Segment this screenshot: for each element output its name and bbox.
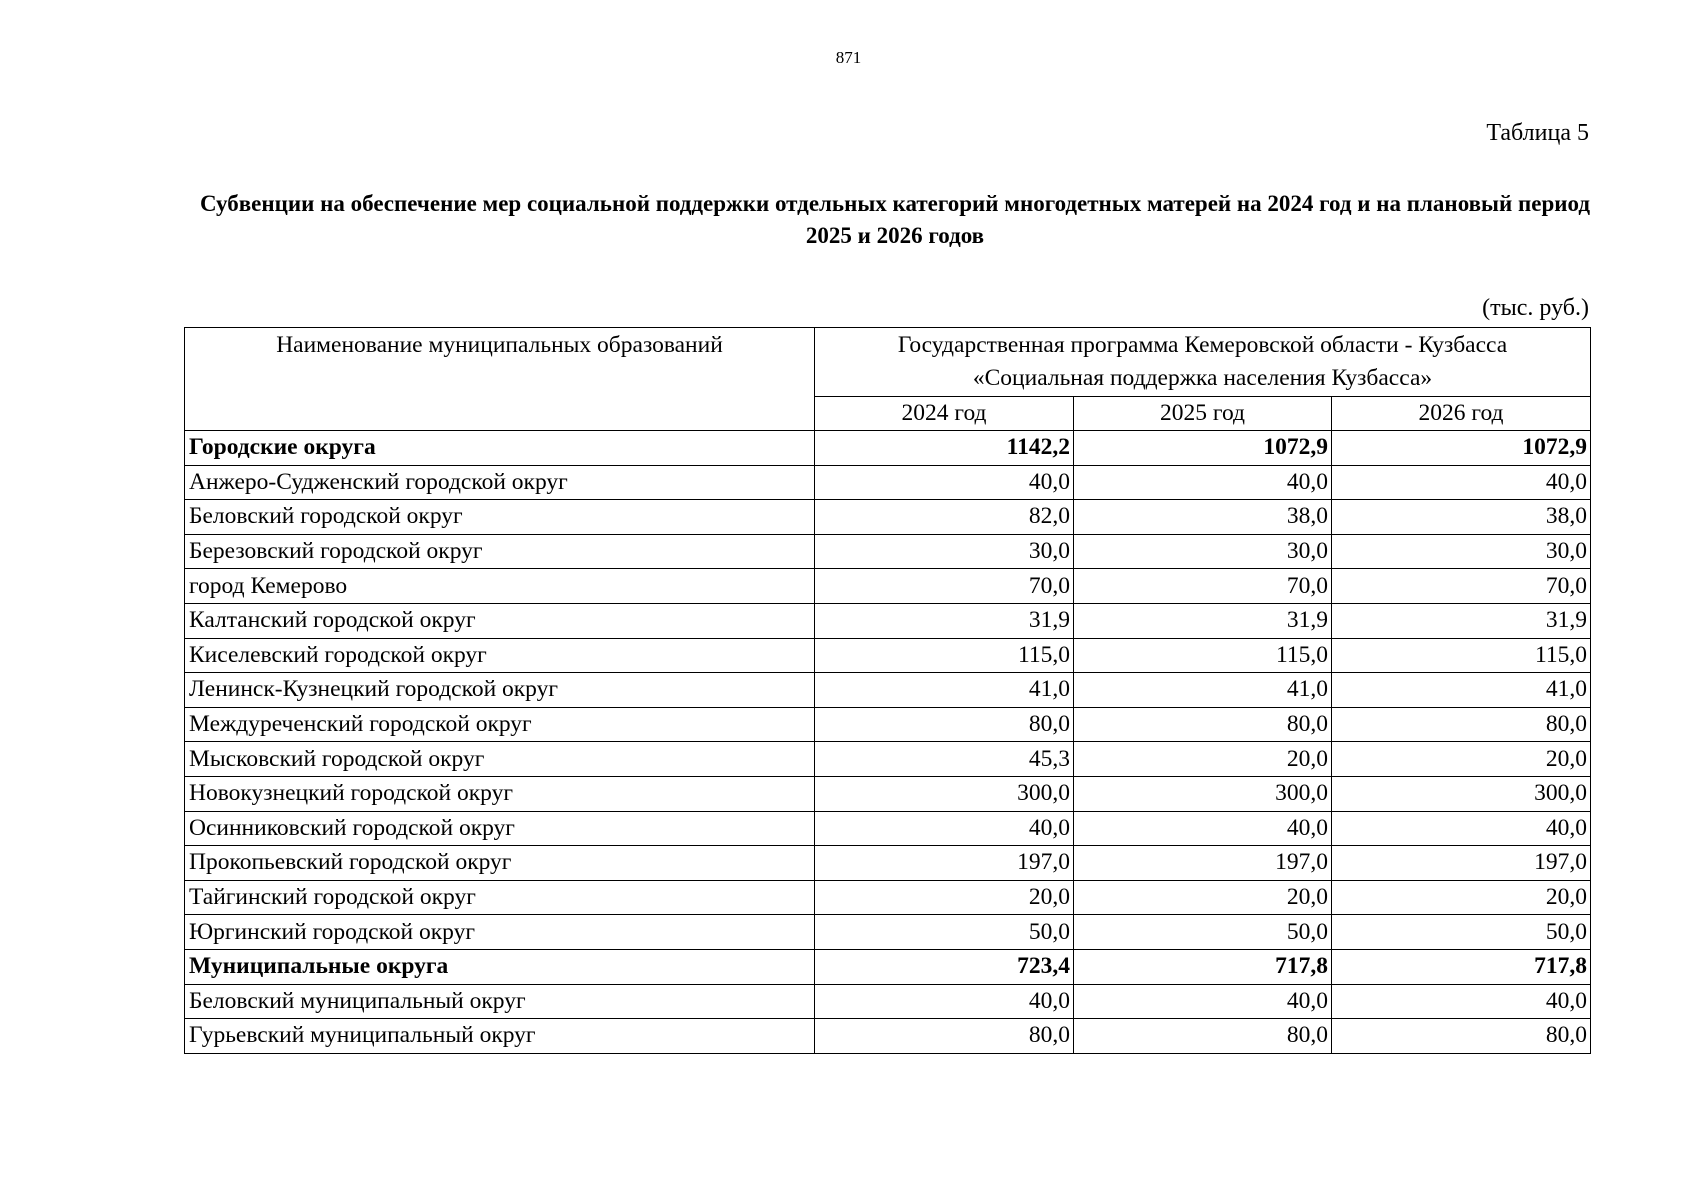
- municipality-name-cell: город Кемерово: [185, 569, 815, 604]
- value-2025-cell: 70,0: [1074, 569, 1332, 604]
- municipality-name-cell: Калтанский городской округ: [185, 603, 815, 638]
- table-row: [185, 742, 1591, 777]
- value-2025-cell: 300,0: [1074, 776, 1332, 811]
- value-2026-cell: 30,0: [1332, 534, 1591, 569]
- value-2024-cell: 300,0: [815, 776, 1074, 811]
- municipality-name-cell: Киселевский городской округ: [185, 638, 815, 673]
- table-body: [185, 431, 1591, 1054]
- municipality-name-cell: Юргинский городской округ: [185, 915, 815, 950]
- value-2024-cell: 50,0: [815, 915, 1074, 950]
- municipality-name-cell: Осинниковский городской округ: [185, 811, 815, 846]
- value-2026-cell: 41,0: [1332, 673, 1591, 708]
- table-row: [185, 465, 1591, 500]
- municipality-name-cell: Ленинск-Кузнецкий городской округ: [185, 673, 815, 708]
- municipality-name-cell: Беловский муниципальный округ: [185, 984, 815, 1019]
- municipality-name-cell: Мысковский городской округ: [185, 742, 815, 777]
- municipality-name-cell: Тайгинский городской округ: [185, 880, 815, 915]
- value-2026-cell: 40,0: [1332, 984, 1591, 1019]
- table-row: [185, 569, 1591, 604]
- document-title: Субвенции на обеспечение мер социальной поддержки отдельных категорий многодетных матерей на 2024 год и на плановый период 2025 и 2026 годов: [200, 191, 1590, 248]
- table-row: [185, 880, 1591, 915]
- table-row: [185, 707, 1591, 742]
- column-header-name: Наименование муниципальных образований: [185, 328, 815, 431]
- value-2025-cell: 115,0: [1074, 638, 1332, 673]
- value-2026-cell: 197,0: [1332, 846, 1591, 881]
- value-2024-cell: 40,0: [815, 811, 1074, 846]
- table-row: [185, 603, 1591, 638]
- value-2026-cell: 80,0: [1332, 1019, 1591, 1054]
- value-2024-cell: 45,3: [815, 742, 1074, 777]
- table-row: [185, 638, 1591, 673]
- column-header-2024: 2024 год: [815, 397, 1074, 431]
- value-2024-cell: 80,0: [815, 1019, 1074, 1054]
- municipality-name-cell: Муниципальные округа: [185, 949, 815, 984]
- value-2025-cell: 30,0: [1074, 534, 1332, 569]
- value-2026-cell: 50,0: [1332, 915, 1591, 950]
- table-label: Таблица 5: [1486, 120, 1589, 146]
- table-group-row: [185, 949, 1591, 984]
- table-group-row: [185, 431, 1591, 466]
- table-row: [185, 673, 1591, 708]
- table-row: [185, 500, 1591, 535]
- value-2025-cell: 197,0: [1074, 846, 1332, 881]
- municipality-name-cell: Новокузнецкий городской округ: [185, 776, 815, 811]
- table-header-row: [185, 328, 1591, 397]
- value-2025-cell: 38,0: [1074, 500, 1332, 535]
- value-2025-cell: 20,0: [1074, 742, 1332, 777]
- municipality-name-cell: Беловский городской округ: [185, 500, 815, 535]
- value-2024-cell: 70,0: [815, 569, 1074, 604]
- value-2026-cell: 1072,9: [1332, 431, 1591, 466]
- value-2025-cell: 50,0: [1074, 915, 1332, 950]
- table-row: [185, 984, 1591, 1019]
- value-2025-cell: 717,8: [1074, 949, 1332, 984]
- value-2026-cell: 31,9: [1332, 603, 1591, 638]
- table-row: [185, 915, 1591, 950]
- table-row: [185, 846, 1591, 881]
- value-2024-cell: 31,9: [815, 603, 1074, 638]
- value-2026-cell: 70,0: [1332, 569, 1591, 604]
- table-row: [185, 534, 1591, 569]
- program-title-line1: Государственная программа Кемеровской области - Кузбасса: [897, 332, 1508, 358]
- subventions-table: [184, 327, 1591, 1054]
- municipality-name-cell: Березовский городской округ: [185, 534, 815, 569]
- municipality-name-cell: Гурьевский муниципальный округ: [185, 1019, 815, 1054]
- program-title-line2: «Социальная поддержка населения Кузбасса»: [972, 365, 1433, 391]
- table-row: [185, 1019, 1591, 1054]
- value-2024-cell: 115,0: [815, 638, 1074, 673]
- value-2026-cell: 20,0: [1332, 742, 1591, 777]
- value-2026-cell: 40,0: [1332, 465, 1591, 500]
- value-2024-cell: 40,0: [815, 984, 1074, 1019]
- value-2025-cell: 40,0: [1074, 465, 1332, 500]
- municipality-name-cell: Прокопьевский городской округ: [185, 846, 815, 881]
- value-2024-cell: 80,0: [815, 707, 1074, 742]
- value-2024-cell: 1142,2: [815, 431, 1074, 466]
- value-2025-cell: 40,0: [1074, 984, 1332, 1019]
- value-2024-cell: 723,4: [815, 949, 1074, 984]
- page-number: 871: [835, 48, 862, 67]
- value-2025-cell: 41,0: [1074, 673, 1332, 708]
- value-2024-cell: 82,0: [815, 500, 1074, 535]
- value-2024-cell: 41,0: [815, 673, 1074, 708]
- value-2026-cell: 717,8: [1332, 949, 1591, 984]
- value-2026-cell: 38,0: [1332, 500, 1591, 535]
- table-row: [185, 811, 1591, 846]
- municipality-name-cell: Междуреченский городской округ: [185, 707, 815, 742]
- value-2026-cell: 20,0: [1332, 880, 1591, 915]
- value-2024-cell: 197,0: [815, 846, 1074, 881]
- units-label: (тыс. руб.): [1482, 295, 1589, 321]
- value-2025-cell: 40,0: [1074, 811, 1332, 846]
- municipality-name-cell: Анжеро-Судженский городской округ: [185, 465, 815, 500]
- value-2024-cell: 30,0: [815, 534, 1074, 569]
- value-2026-cell: 40,0: [1332, 811, 1591, 846]
- column-header-2025: 2025 год: [1074, 397, 1332, 431]
- value-2026-cell: 80,0: [1332, 707, 1591, 742]
- value-2024-cell: 20,0: [815, 880, 1074, 915]
- value-2025-cell: 20,0: [1074, 880, 1332, 915]
- value-2025-cell: 80,0: [1074, 1019, 1332, 1054]
- value-2025-cell: 1072,9: [1074, 431, 1332, 466]
- municipality-name-cell: Городские округа: [185, 431, 815, 466]
- value-2026-cell: 300,0: [1332, 776, 1591, 811]
- value-2026-cell: 115,0: [1332, 638, 1591, 673]
- value-2025-cell: 31,9: [1074, 603, 1332, 638]
- value-2025-cell: 80,0: [1074, 707, 1332, 742]
- column-header-2026: 2026 год: [1332, 397, 1591, 431]
- table-row: [185, 776, 1591, 811]
- value-2024-cell: 40,0: [815, 465, 1074, 500]
- column-header-program: [815, 328, 1591, 397]
